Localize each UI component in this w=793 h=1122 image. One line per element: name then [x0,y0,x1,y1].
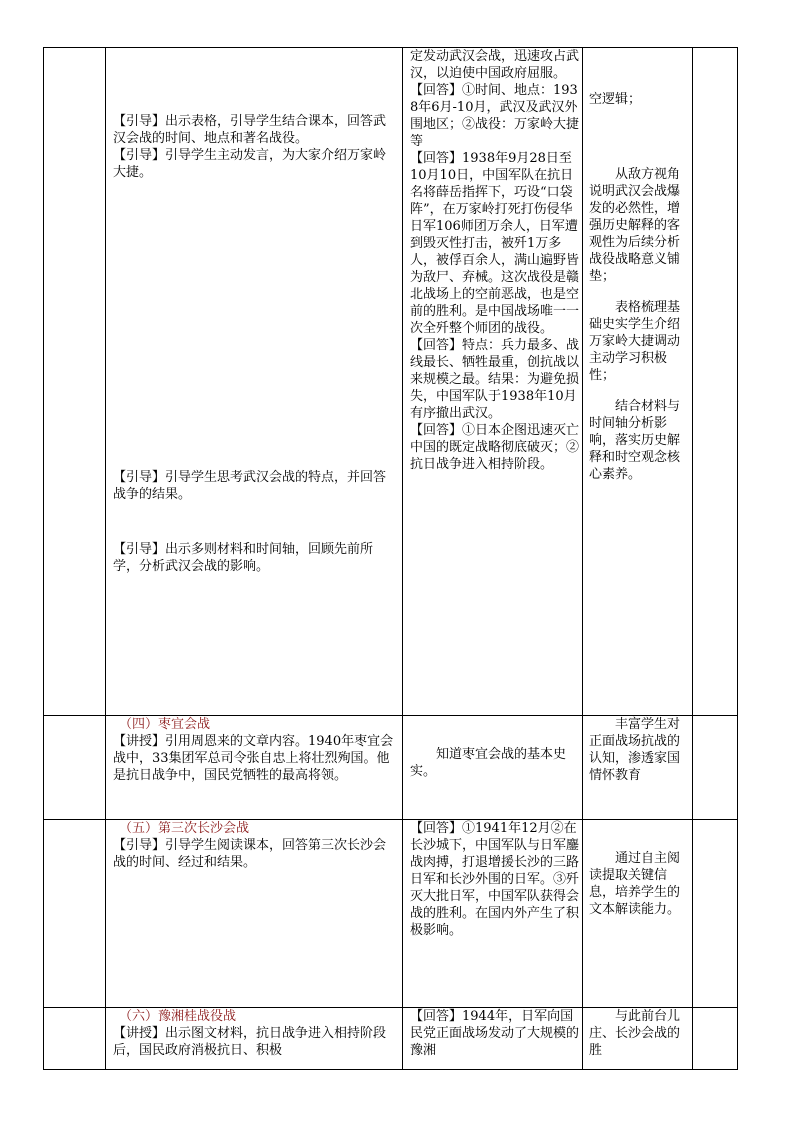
guide-text: 【引导】出示表格，引导学生结合课本，回答武汉会战的时间、地点和著名战役。 [113,114,387,146]
activity-text: 【回答】特点：兵力最多、战线最长、牺牲最重，创抗战以来规模之最。结果：为避免损失，中国军队于1938年10月有序撤出武汉。 [410,338,580,421]
teacher-guide-cell [106,716,403,820]
empty-cell [44,48,106,716]
design-intent-cell [583,820,693,1008]
empty-cell [693,820,738,1008]
guide-text: 【讲授】出示图文材料，抗日战争进入相持阶段后，国民政府消极抗日、积极 [113,1026,387,1058]
activity-text: 定发动武汉会战，迅速攻占武汉，以迫使中国政府屈服。 [410,49,580,81]
guide-text: 【引导】引导学生主动发言，为大家介绍万家岭大捷。 [113,148,387,180]
lesson-plan-page [43,47,708,1069]
intent-text: 结合材料与时间轴分析影响，落实历史解释和时空观念核心素养。 [589,399,681,482]
intent-text: 与此前台儿庄、长沙会战的胜 [589,1009,681,1058]
activity-text: 【回答】1938年9月28日至10月10日，中国军队在抗日名将薛岳指挥下，巧设“口袋阵”，在万家岭打死打伤侵华日军106师团万余人，日军遭到毁灭性打击，被歼1万多人，被俘百余人，满山遍野皆为敌尸、弃械。这次战役是赣北战场上的空前恶战，也是空前的胜利。是中国战场唯一一次全歼整个师团的战役。 [410,151,580,336]
student-activity-cell [403,1008,583,1070]
activity-text: 【回答】①日本企图迅速灭亡中国的既定战略彻底破灭；②抗日战争进入相持阶段。 [410,423,580,472]
section-title: （六）豫湘桂战役战 [119,1009,237,1024]
empty-cell [44,716,106,820]
design-intent-cell [583,1008,693,1070]
guide-text: 【引导】出示多则材料和时间轴，回顾先前所学，分析武汉会战的影响。 [113,542,374,574]
empty-cell [44,820,106,1008]
section-title: （五）第三次长沙会战 [119,821,250,836]
student-activity-cell [403,820,583,1008]
teacher-guide-cell [106,48,403,716]
table-row [44,820,738,1008]
intent-text: 从敌方视角说明武汉会战爆发的必然性，增强历史解释的客观性为后续分析战役战略意义铺垫； [589,167,681,284]
lesson-plan-table [43,47,738,1070]
intent-text: 空逻辑； [589,92,642,107]
table-row [44,48,738,716]
guide-text: 【引导】引导学生阅读课本，回答第三次长沙会战的时间、经过和结果。 [113,838,387,870]
design-intent-cell [583,716,693,820]
activity-text: 【回答】1944年，日军向国民党正面战场发动了大规模的豫湘 [410,1009,580,1058]
activity-text: 【回答】①1941年12月②在长沙城下，中国军队与日军鏖战肉搏，打退增援长沙的三路日军和长沙外围的日军。③歼灭大批日军，中国军队获得会战的胜利。在国内外产生了积极影响。 [410,821,580,938]
student-activity-cell [403,716,583,820]
intent-text: 丰富学生对正面战场抗战的认知，渗透家国情怀教育 [589,717,681,783]
student-activity-cell [403,48,583,716]
empty-cell [44,1008,106,1070]
activity-text: 【回答】①时间、地点：1938年6月-10月，武汉及武汉外围地区；②战役：万家岭大捷等 [410,83,580,149]
empty-cell [693,1008,738,1070]
activity-text: 知道枣宜会战的基本史实。 [410,747,567,779]
guide-text: 【讲授】引用周恩来的文章内容。1940年枣宜会战中，33集团军总司令张自忠上将壮烈殉国。他是抗日战争中，国民党牺牲的最高将领。 [113,734,394,783]
table-row [44,716,738,820]
intent-text: 表格梳理基础史实学生介绍万家岭大捷调动主动学习积极性； [589,300,681,383]
intent-text: 通过自主阅读提取关键信息，培养学生的文本解读能力。 [589,851,681,917]
teacher-guide-cell [106,1008,403,1070]
guide-text: 【引导】引导学生思考武汉会战的特点，并回答战争的结果。 [113,470,387,502]
section-title: （四）枣宜会战 [119,717,211,732]
empty-cell [693,48,738,716]
empty-cell [693,716,738,820]
teacher-guide-cell [106,820,403,1008]
design-intent-cell [583,48,693,716]
table-row [44,1008,738,1070]
